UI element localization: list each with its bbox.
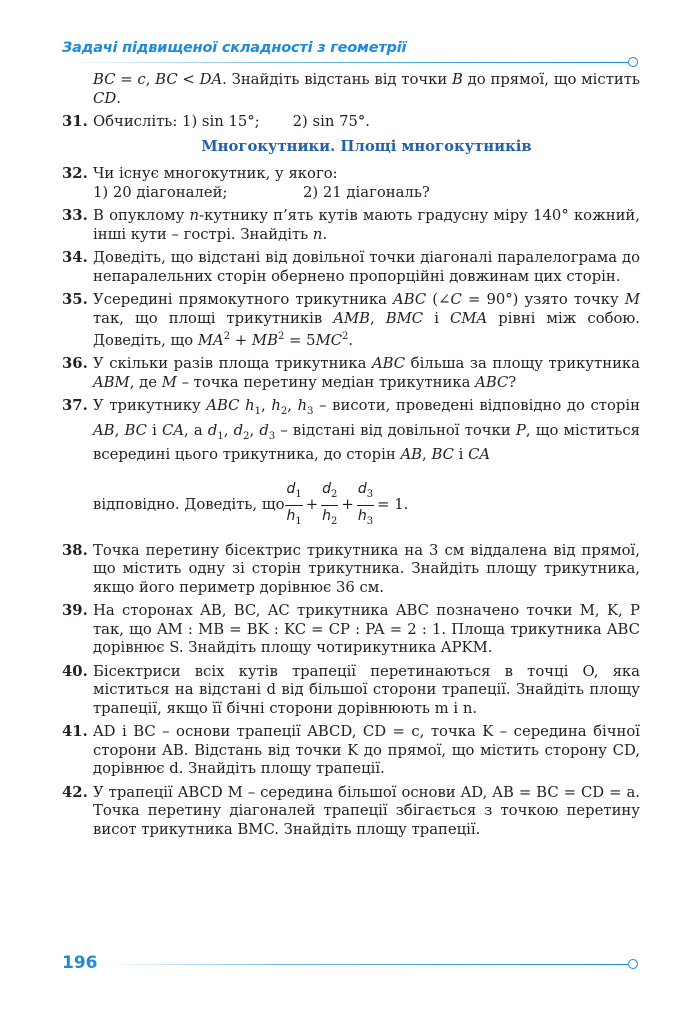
problem-text: Бісектриси всіх кутів трапеції перетинаються в точці O, яка міститься на відстані d від більшої сторони трапеції. Знайдіть площу трапеції, якщо її бічні сторони дорівнюють m і n. [93, 662, 640, 717]
footer-rule [100, 964, 628, 965]
problem-number: 40. [62, 662, 88, 680]
problem-32 [62, 165, 640, 202]
problem-text: У трапеції ABCD M – середина більшої основи AD, AB = BC = CD = a. Точка перетину діагоналей трапеції збігається з точкою перетину висот трикутника BMC. Знайдіть площу трапеції. [93, 783, 640, 838]
problem-number: 36. [62, 355, 88, 373]
footer-circle-icon [628, 959, 638, 969]
problem-40 [62, 663, 640, 719]
header-rule [62, 62, 628, 63]
page-number: 196 [62, 953, 98, 973]
header-circle-icon [628, 57, 638, 67]
problem-text: AD і BC – основи трапеції ABCD, CD = c, точка K – середина бічної сторони AB. Відстань від точки K до прямої, що містить сторону CD, дорівнює d. Знайдіть площу трапеції. [93, 723, 640, 778]
problems-list [62, 71, 640, 844]
section-title: Многокутники. Площі многокутників [201, 137, 532, 155]
problem-36: 36. У скільки разів площа трикутника ABC більша за площу трикутника ABM, де M – точка перетину медіан трикутника ABC? [62, 355, 640, 391]
problem-number: 37. [62, 397, 88, 415]
problem-31 [62, 113, 640, 132]
problem-text: Доведіть, що відстані від довільної точки діагоналі паралелограма до непаралельних сторін обернено пропорційні довжинам цих сторін. [93, 249, 640, 285]
problem-35: 35. Усередині прямокутного трикутника ABC (∠C = 90°) узято точку M так, що площі трикутників AMB, BMC і CMA рівні між собою. Доведіть, що $MA^2 + MB^2 = 5MC^2$. [62, 291, 641, 349]
problem-text: На сторонах AB, BC, AC трикутника ABC позначено точки M, K, P так, що AM : MB = BK : KC = CP : PA = 2 : 1. Площа трикутника ABC дорівнює S. Знайдіть площу чотирикутника APKM. [93, 602, 640, 657]
problem-number: 34. [62, 249, 88, 266]
problem-text: Обчисліть: 1) sin 15°; 2) sin 75°. [93, 113, 371, 130]
problem-number: 41. [62, 723, 88, 741]
fraction-3: $\frac{d_3}{h_3}$ [357, 480, 374, 527]
problem-number: 32. [62, 165, 88, 182]
problem-33: 33. В опуклому n-кутнику п’ять кутів мають градусну міру 140° кожний, інші кути – гострі. Знайдіть n. [62, 207, 640, 243]
problem-39 [62, 602, 640, 658]
running-header: Задачі підвищеної складності з геометрії [62, 40, 407, 56]
problem-number: 31. [62, 113, 88, 130]
problem-34 [62, 249, 640, 286]
formula-line: відповідно. Доведіть, що $\frac{d_1}{h_1}$ + $\frac{d_2}{h_2}$ + $\frac{d_3}{h_3}$ = 1. [93, 479, 640, 532]
option-1: 1) 20 діагоналей; [93, 183, 228, 201]
problem-number: 42. [62, 783, 88, 801]
problem-42 [62, 784, 640, 840]
problem-number: 38. [62, 541, 88, 559]
option-2: 2) 21 діагональ? [303, 183, 430, 201]
problem-number: 35. [62, 291, 88, 308]
problem-38 [62, 542, 640, 598]
problem-41 [62, 723, 640, 779]
problem-number: 33. [62, 207, 88, 224]
fraction-1: $\frac{d_1}{h_1}$ [286, 480, 302, 527]
problem-text: Чи існує многокутник, у якого: [93, 165, 338, 182]
fraction-2: $\frac{d_2}{h_2}$ [322, 480, 338, 527]
problem-37: 37. У трикутнику ABC $h_1$, $h_2$, $h_3$ – висоти, проведені відповідно до сторін AB, BC і CA, а $d_1$, $d_2$, $d_3$ – відстані від довільної точки P, що міститься всередині цього трикутника, до сторін AB, BC і CA відповідно. Доведіть, що $\frac{d_1}{h_1}$ + $\frac{d_2}{h_2}$ + $\frac{d_3}{h_3}$ = 1. [62, 397, 640, 531]
problem-30-continuation: BC = c, BC < DA. Знайдіть відстань від точки B до прямої, що містить CD. [93, 71, 640, 107]
problem-number: 39. [62, 602, 88, 620]
problem-text: Точка перетину бісектрис трикутника на 3 см віддалена від прямої, що містить одну зі сторін трикутника. Знайдіть площу трикутника, якщо його периметр дорівнює 36 см. [93, 541, 640, 596]
